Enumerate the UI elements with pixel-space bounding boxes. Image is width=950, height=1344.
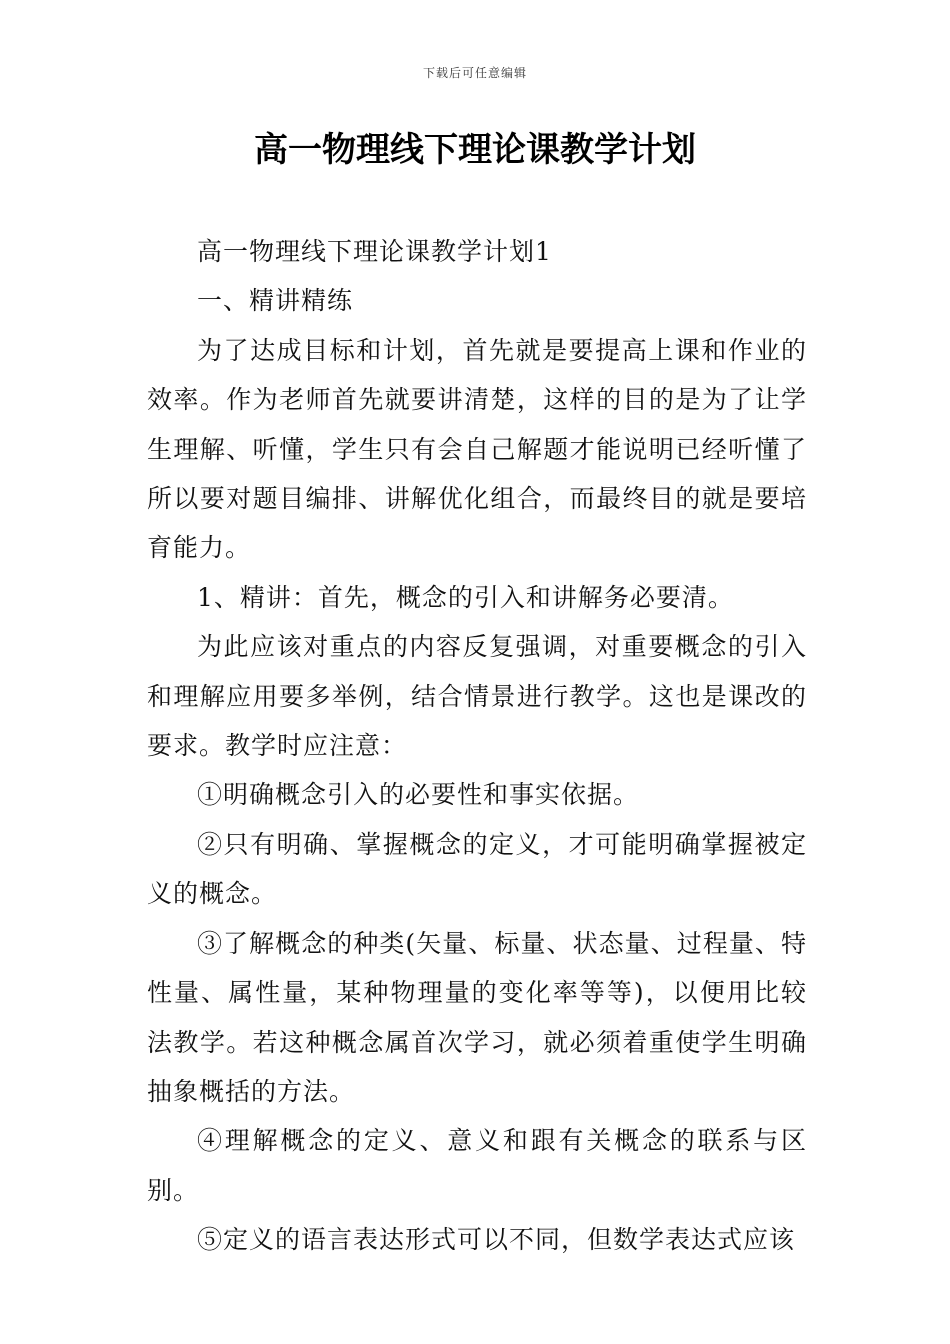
list-item: ④理解概念的定义、意义和跟有关概念的联系与区别。: [147, 1126, 807, 1205]
document-body: [147, 227, 807, 1265]
list-item: ②只有明确、掌握概念的定义，才可能明确掌握被定义的概念。: [147, 829, 807, 909]
paragraph: 1、精讲：首先，概念的引入和讲解务必要清。: [197, 582, 734, 612]
subsection-heading: 一、精讲精练: [197, 286, 354, 316]
document-title: 高一物理线下理论课教学计划: [254, 130, 696, 170]
paragraph: 为了达成目标和计划，首先就是要提高上课和作业的效率。作为老师首先就要讲清楚，这样的目的是为了让学生理解、听懂，学生只有会自己解题才能说明已经听懂了所以要对题目编排、讲解优化组合，而最终目的就是要培育能力。: [147, 335, 807, 563]
list-item: ⑤定义的语言表达形式可以不同，但数学表达式应该: [197, 1225, 796, 1255]
section-heading: 高一物理线下理论课教学计划1: [197, 237, 552, 266]
paragraph: 为此应该对重点的内容反复强调，对重要概念的引入和理解应用要多举例，结合情景进行教学。这也是课改的要求。教学时应注意：: [147, 632, 807, 761]
list-item: ③了解概念的种类(矢量、标量、状态量、过程量、特性量、属性量，某种物理量的变化率等等)，以便用比较法教学。若这种概念属首次学习，就必须着重使学生明确抽象概括的方法。: [147, 928, 807, 1106]
list-item: ①明确概念引入的必要性和事实依据。: [197, 780, 640, 810]
header-note: 下载后可任意编辑: [422, 66, 527, 80]
